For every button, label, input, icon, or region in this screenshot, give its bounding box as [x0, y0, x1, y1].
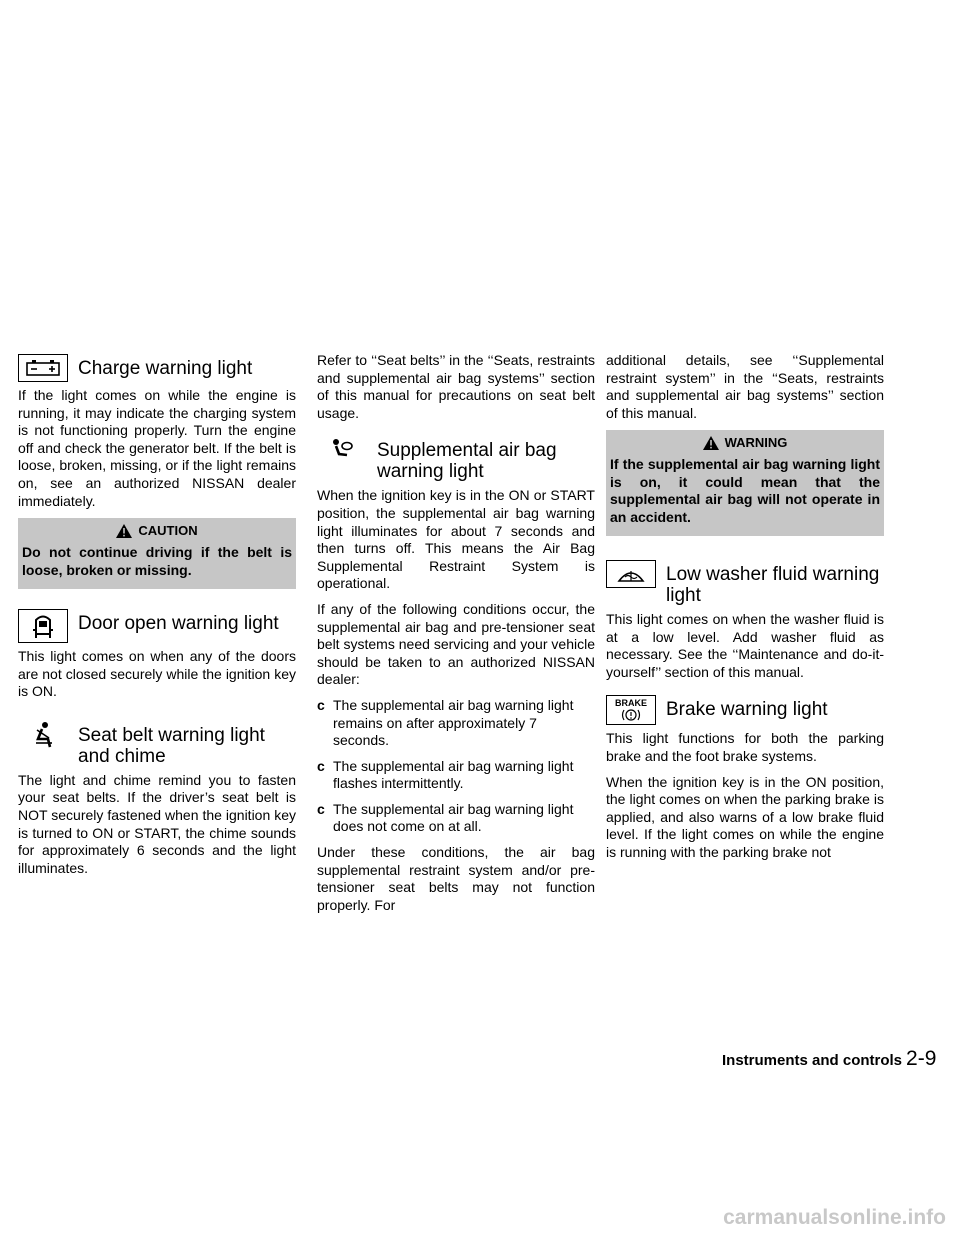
brake-p2: When the ignition key is in the ON position, the light comes on when the parking brake is applied, and also warns of a low brake fluid level. If the light comes on while the engine is running with the parking brake not [606, 773, 884, 860]
airbag-p2: If any of the following conditions occur, the supplemental air bag and pre-tensioner seat belt systems need servicing and your vehicle should be taken to an authorized NISSAN dealer: [317, 600, 595, 688]
seatbelt-title: Seat belt warning light and chime [78, 724, 265, 767]
brake-icon [606, 695, 656, 725]
door-body: This light comes on when any of the doors are not closed securely while the ignition key is ON. [18, 647, 296, 700]
seatbelt-icon [18, 721, 68, 749]
caution-text: Do not continue driving if the belt is loose, broken or missing. [22, 544, 292, 578]
column-right [606, 352, 884, 870]
footer-section-title: Instruments and controls [722, 1052, 903, 1069]
bullet-text: The supplemental air bag warning light remains on after approximately 7 seconds. [333, 696, 574, 749]
warning-text: If the supplemental air bag warning light is on, it could mean that the supplemental air bag will not operate in an accident. [610, 456, 880, 525]
warning-triangle-icon [116, 524, 132, 538]
bullet-mark: c [317, 757, 325, 774]
door-heading [18, 607, 296, 643]
bullet-mark: c [317, 800, 325, 817]
bullet-text: The supplemental air bag warning light flashes intermittently. [333, 757, 574, 792]
column-middle [317, 352, 595, 922]
seatbelt-refer: Refer to ‘‘Seat belts’’ in the ‘‘Seats, restraints and supplemental air bag systems’’ section of this manual for precautions on seat belt usage. [317, 352, 595, 421]
brake-p1: This light functions for both the parking brake and the foot brake systems. [606, 730, 884, 764]
airbag-title: Supplemental air bag warning light [377, 440, 557, 483]
seatbelt-heading [18, 719, 296, 767]
bullet-mark: c [317, 696, 325, 713]
charge-heading [18, 352, 296, 382]
seatbelt-body: The light and chime remind you to fasten your seat belts. If the driver’s seat belt is NOT securely fastened when the ignition key is turned to ON or START, the chime sounds for approximately 6 seconds and the light illuminates. [18, 771, 296, 876]
list-item [317, 758, 595, 793]
warning-label: WARNING [724, 435, 788, 451]
washer-body: This light comes on when the washer fluid is at a low level. Add washer fluid as necessary. See the ‘‘Maintenance and do-it-yourself’’ section of this manual. [606, 611, 884, 680]
caution-label: CAUTION [138, 523, 198, 539]
page-number: 2-9 [906, 1047, 937, 1070]
warning-triangle-icon [703, 436, 719, 450]
airbag-p3: Under these conditions, the air bag supplemental restraint system and/or pre-tensioner seat belts may not function properly. For [317, 844, 595, 913]
caution-box [18, 518, 296, 589]
brake-heading [606, 693, 884, 725]
door-open-icon [18, 609, 68, 643]
list-item [317, 801, 595, 836]
bullet-text: The supplemental air bag warning light does not come on at all. [333, 800, 574, 835]
charge-body: If the light comes on while the engine is running, it may indicate the charging system is not functioning properly. Turn the engine off and check the generator belt. If the belt is loose, broken, missing, or if the light remains on, see an authorized NISSAN dealer immediately. [18, 387, 296, 509]
watermark: carmanualsonline.info [723, 1206, 946, 1229]
washer-fluid-icon [606, 560, 656, 588]
airbag-heading [317, 434, 595, 482]
airbag-p1: When the ignition key is in the ON or START position, the supplemental air bag warning light illuminates for about 7 seconds and then turns off. This means the Air Bag Supplemental Restraint System is operational. [317, 487, 595, 592]
brake-icon-label: BRAKE [614, 698, 647, 709]
page-footer [722, 1047, 936, 1071]
door-title: Door open warning light [78, 612, 279, 634]
battery-icon [18, 354, 68, 382]
washer-heading [606, 558, 884, 606]
list-item [317, 697, 595, 750]
airbag-p4: additional details, see ‘‘Supplemental restraint system’’ in the ‘‘Seats, restraints and supplemental air bag systems’’ section of this manual. [606, 352, 884, 421]
washer-title: Low washer fluid warning light [666, 564, 880, 606]
brake-title: Brake warning light [666, 699, 828, 721]
warning-box [606, 430, 884, 536]
column-left [18, 352, 296, 885]
airbag-icon [317, 436, 367, 464]
charge-title: Charge warning light [78, 358, 253, 379]
